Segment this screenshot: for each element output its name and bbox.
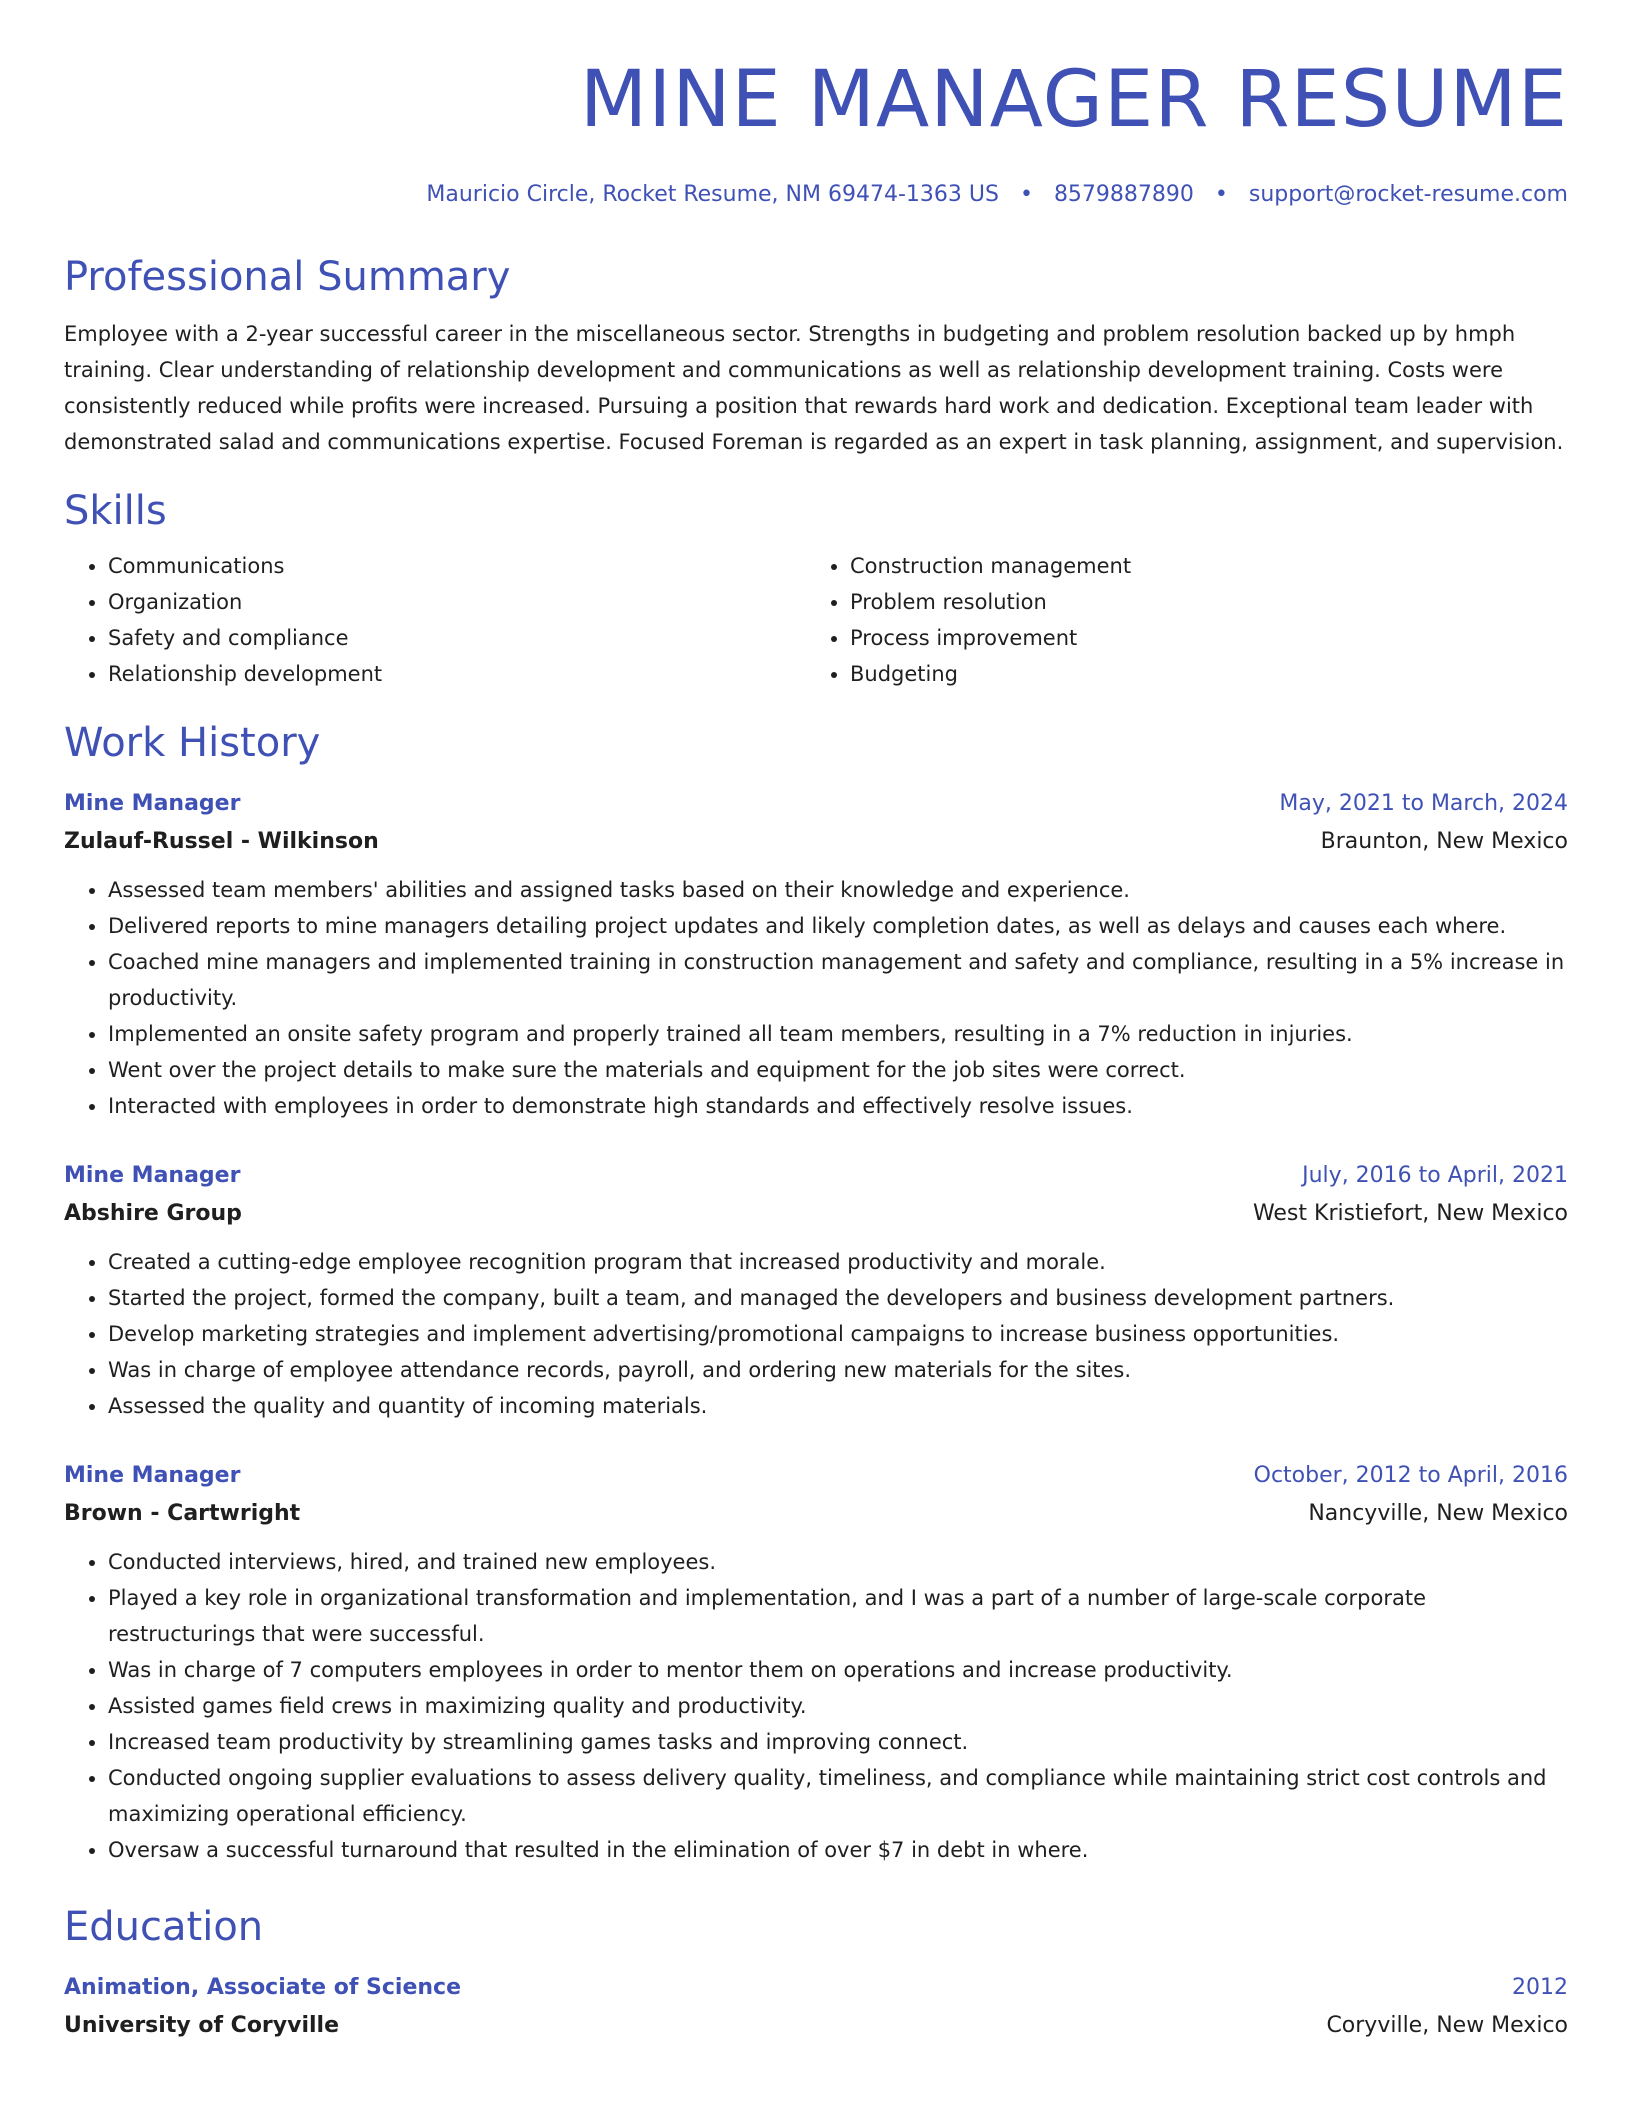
- job-bullet: • Started the project, formed the company, built a team, and managed the developers and business development partners.: [108, 1280, 1568, 1316]
- job-bullets: [64, 872, 1568, 1124]
- skill-item: • Process improvement: [850, 620, 1548, 656]
- education-entry: [64, 1970, 1568, 2046]
- job-bullet: • Assessed team members' abilities and assigned tasks based on their knowledge and experience.: [108, 872, 1568, 908]
- job-dates: July, 2016 to April, 2021: [1302, 1163, 1568, 1188]
- job-entry: [64, 786, 1568, 1124]
- skills-list: [64, 548, 1568, 692]
- job-bullet: • Delivered reports to mine managers detailing project updates and likely completion dates, as well as delays and causes each where.: [108, 908, 1568, 944]
- skill-item: • Organization: [108, 584, 806, 620]
- job-bullets: [64, 1544, 1568, 1868]
- contact-email[interactable]: support@rocket-resume.com: [1248, 182, 1568, 207]
- skill-item: • Communications: [108, 548, 806, 584]
- job-bullet: • Conducted interviews, hired, and trained new employees.: [108, 1544, 1568, 1580]
- summary-text: Employee with a 2-year successful career in the miscellaneous sector. Strengths in budgeting and problem resolution backed up by hmph training. Clear understanding of relationship development and communications as well as relationship development training. Costs were consistently reduced while profits were increased. Pursuing a position that rewards hard work and dedication. Exceptional team leader with demonstrated salad and communications expertise. Focused Foreman is regarded as an expert in task planning, assignment, and supervision.: [64, 322, 1564, 454]
- skill-item: • Construction management: [850, 548, 1548, 584]
- education-location: Coryville, New Mexico: [1326, 2013, 1568, 2038]
- job-bullet: • Was in charge of employee attendance records, payroll, and ordering new materials for the sites.: [108, 1352, 1568, 1388]
- job-company: Abshire Group: [64, 1201, 242, 1226]
- contact-separator: •: [1214, 182, 1228, 207]
- contact-line: [64, 180, 1568, 210]
- job-dates: October, 2012 to April, 2016: [1253, 1463, 1568, 1488]
- job-bullet: • Played a key role in organizational transformation and implementation, and I was a part of a number of large-scale corporate restructurings that were successful.: [108, 1580, 1568, 1652]
- job-location: West Kristiefort, New Mexico: [1252, 1201, 1568, 1226]
- education-year: 2012: [1512, 1975, 1568, 2000]
- job-bullet: • Coached mine managers and implemented training in construction management and safety and compliance, resulting in a 5% increase in productivity.: [108, 944, 1568, 1016]
- job-bullet: • Assisted games field crews in maximizing quality and productivity.: [108, 1688, 1568, 1724]
- job-entry: [64, 1458, 1568, 1868]
- job-bullet: • Assessed the quality and quantity of incoming materials.: [108, 1388, 1568, 1424]
- skills-column-right: [806, 548, 1548, 692]
- skill-item: • Safety and compliance: [108, 620, 806, 656]
- job-bullet: • Oversaw a successful turnaround that resulted in the elimination of over $7 in debt in where.: [108, 1832, 1568, 1868]
- job-title: Mine Manager: [64, 791, 241, 816]
- skill-item: • Budgeting: [850, 656, 1548, 692]
- summary-heading: Professional Summary: [64, 254, 511, 300]
- contact-separator: •: [1019, 182, 1033, 207]
- job-company: Zulauf-Russel - Wilkinson: [64, 829, 379, 854]
- job-bullet: • Interacted with employees in order to demonstrate high standards and effectively resolve issues.: [108, 1088, 1568, 1124]
- job-title: Mine Manager: [64, 1463, 241, 1488]
- job-bullet: • Increased team productivity by streamlining games tasks and improving connect.: [108, 1724, 1568, 1760]
- skill-item: • Problem resolution: [850, 584, 1548, 620]
- skill-item: • Relationship development: [108, 656, 806, 692]
- job-bullet: • Implemented an onsite safety program and properly trained all team members, resulting in a 7% reduction in injuries.: [108, 1016, 1568, 1052]
- skills-column-left: [64, 548, 806, 692]
- job-bullet: • Went over the project details to make sure the materials and equipment for the job sites were correct.: [108, 1052, 1568, 1088]
- contact-address: Mauricio Circle, Rocket Resume, NM 69474-1363 US: [426, 182, 999, 207]
- education-degree: Animation, Associate of Science: [64, 1975, 462, 2000]
- job-bullet: • Was in charge of 7 computers employees in order to mentor them on operations and increase productivity.: [108, 1652, 1568, 1688]
- contact-phone[interactable]: 8579887890: [1053, 182, 1194, 207]
- job-location: Braunton, New Mexico: [1320, 829, 1568, 854]
- education-heading: Education: [64, 1904, 264, 1950]
- job-bullet: • Conducted ongoing supplier evaluations to assess delivery quality, timeliness, and compliance while maintaining strict cost controls and maximizing operational efficiency.: [108, 1760, 1568, 1832]
- skills-heading: Skills: [64, 488, 167, 534]
- work-history-heading: Work History: [64, 720, 321, 766]
- resume-title: MINE MANAGER RESUME: [579, 55, 1568, 145]
- job-title: Mine Manager: [64, 1163, 241, 1188]
- job-bullets: [64, 1244, 1568, 1424]
- job-company: Brown - Cartwright: [64, 1501, 301, 1526]
- job-bullet: • Develop marketing strategies and implement advertising/promotional campaigns to increase business opportunities.: [108, 1316, 1568, 1352]
- job-entry: [64, 1158, 1568, 1424]
- job-location: Nancyville, New Mexico: [1308, 1501, 1568, 1526]
- job-bullet: • Created a cutting-edge employee recognition program that increased productivity and morale.: [108, 1244, 1568, 1280]
- education-school: University of Coryville: [64, 2013, 340, 2038]
- job-dates: May, 2021 to March, 2024: [1279, 791, 1568, 816]
